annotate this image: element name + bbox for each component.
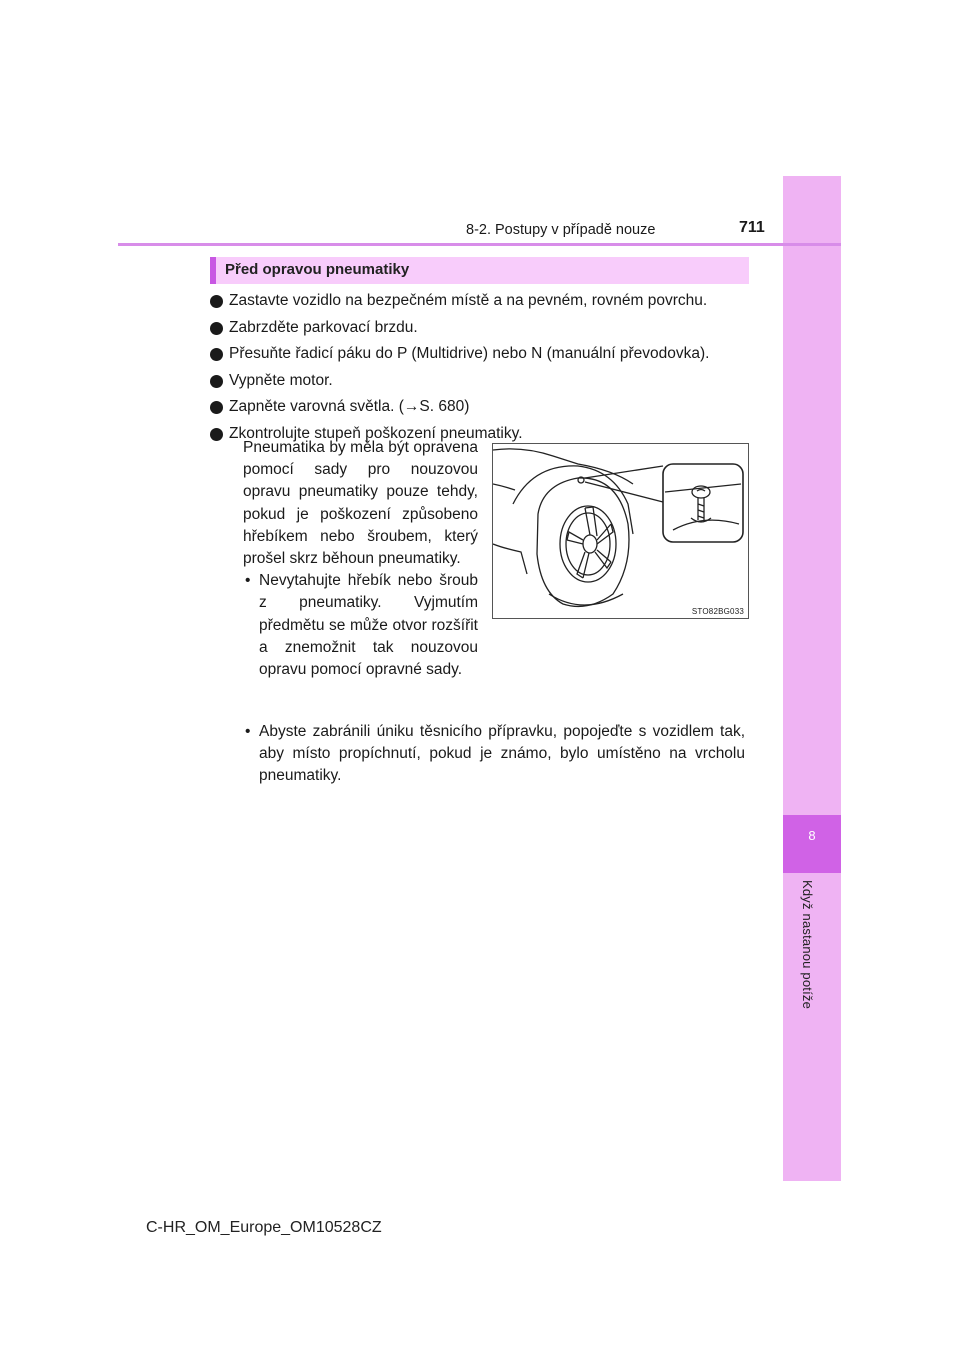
damage-explanation [243, 437, 478, 681]
page-number: 711 [739, 219, 765, 236]
bullet-icon [210, 428, 223, 441]
header-section-title: 8-2. Postupy v případě nouze [466, 222, 656, 238]
section-banner [210, 257, 749, 284]
footer-doc-id: C-HR_OM_Europe_OM10528CZ [146, 1219, 382, 1236]
chapter-title: Když nastanou potíže [800, 880, 815, 1010]
list-item: Zastavte vozidlo na bezpečném místě a na pevném, rovném povrchu. [210, 288, 770, 315]
chapter-side-tab [783, 176, 841, 1181]
section-title: Před opravou pneumatiky [225, 261, 410, 278]
chapter-number: 8 [808, 828, 816, 843]
section-banner-accent [210, 257, 216, 284]
sub-bullet-item: • Abyste zabránili úniku těsnicího přípravku, popojeďte s vozidlem tak, aby místo propíchnutí, pokud je známo, bylo umístěno na vrcholu pneumatiky. [245, 723, 745, 785]
bullet-icon [210, 348, 223, 361]
flat-tire-with-nail-icon [493, 444, 748, 618]
sub-bullet-item: • Nevytahujte hřebík nebo šroub z pneumatiky. Vyjmutím předmětu se může otvor rozšířit a znemožnit tak nouzovou opravu pomocí opravné sady. [245, 572, 478, 679]
list-item: Zabrzděte parkovací brzdu. [210, 315, 770, 342]
bullet-icon [210, 322, 223, 335]
paragraph: Pneumatika by měla být opravena pomocí sady pro nouzovou opravu pneumatiky pouze tehdy, pokud je poškození způsobeno hřebíkem nebo šroubem, který prošel skrz běhoun pneumatiky. [243, 439, 478, 568]
list-item: Zapněte varovná světla. (→S. 680) [210, 394, 770, 421]
figure-code: STO82BG033 [691, 607, 744, 616]
bullet-icon [210, 401, 223, 414]
list-item: Přesuňte řadicí páku do P (Multidrive) nebo N (manuální převodovka). [210, 341, 770, 368]
small-bullet-icon: • [245, 723, 251, 740]
bullet-icon [210, 295, 223, 308]
small-bullet-icon: • [245, 572, 251, 590]
checklist [210, 288, 770, 447]
header-divider [118, 243, 841, 246]
chapter-side-tab-active [783, 815, 841, 873]
list-item: Vypněte motor. [210, 368, 770, 395]
bullet-icon [210, 375, 223, 388]
tire-puncture-illustration [492, 443, 749, 619]
list-item: Zkontrolujte stupeň poškození pneumatiky. [210, 421, 770, 448]
